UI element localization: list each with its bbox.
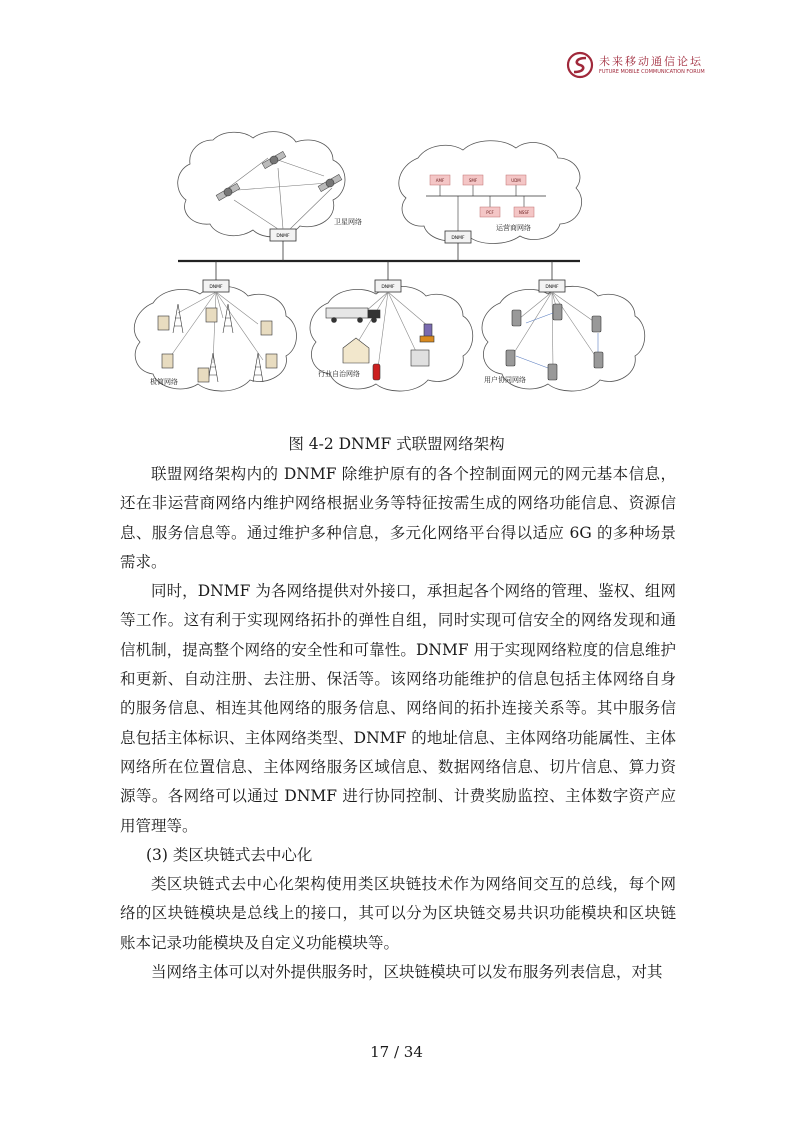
logo-english-text: FUTURE MOBILE COMMUNICATION FORUM <box>599 69 705 75</box>
dnmf-label-user: DNMF <box>545 285 559 290</box>
server-icon <box>266 354 277 368</box>
paragraph-1: 联盟网络架构内的 DNMF 除维护原有的各个控制面网元的网元基本信息，还在非运营商网络内维护网络根据业务等特征按需生成的网络功能信息、资源信息、服务信息等。通过维护多种信息，多元化网络平台得以适应 6G 的多种场景需求。 <box>120 465 676 571</box>
satellite-icon <box>216 183 241 202</box>
machine-icon <box>411 350 429 366</box>
access-network-devices <box>158 292 277 382</box>
server-icon <box>158 316 169 330</box>
body-text <box>120 460 676 987</box>
server-icon <box>206 308 217 322</box>
phone-icon <box>553 304 562 320</box>
forum-logo-icon <box>566 51 596 81</box>
operator-cloud <box>399 141 582 244</box>
server-icon <box>261 321 272 335</box>
user-network-devices <box>506 292 603 380</box>
phone-icon <box>594 352 603 368</box>
nf-amf-label: AMF <box>435 178 445 183</box>
dnmf-architecture-diagram <box>128 128 648 403</box>
satellite-cloud <box>178 132 345 237</box>
dnmf-label-industry: DNMF <box>381 285 395 290</box>
paragraph-3: 类区块链式去中心化架构使用类区块链技术作为网络间交互的总线，每个网络的区块链模块是总线上的接口，其可以分为区块链交易共识功能模块和区块链账本记录功能模块及自定义功能模块等。 <box>120 875 676 952</box>
dnmf-label-access: DNMF <box>209 285 223 290</box>
dnmf-label-operator: DNMF <box>451 236 465 241</box>
paragraph-2: 同时，DNMF 为各网络提供对外接口，承担起各个网络的管理、鉴权、组网等工作。这有利于实现网络拓扑的弹性自组，同时实现可信安全的网络发现和通信机制，提高整个网络的安全性和可靠性。DNMF 用于实现网络粒度的信息维护和更新、自动注册、去注册、保活等。该网络功能维护的信息包括主体网络自身的服务信息、相连其他网络的服务信息、网络间的拓扑连接关系等。其中服务信息包括主体标识、主体网络类型、DNMF 的地址信息、主体网络功能属性、主体网络所在位置信息、主体网络服务区域信息、数据网络信息、切片信息、算力资源等。各网络可以通过 DNMF 进行协同控制、计费奖励监控、主体数字资产应用管理等。 <box>120 582 676 835</box>
page-number: 17 / 34 <box>370 1043 423 1061</box>
satellite-icons <box>216 151 343 229</box>
tower-icon <box>173 304 183 333</box>
extinguisher-icon <box>373 364 380 380</box>
nf-udm-label: UDM <box>511 178 521 183</box>
operator-network-label: 运营商网络 <box>496 224 531 232</box>
phone-icon <box>506 350 515 366</box>
robot-icon <box>420 324 434 342</box>
industry-network-label: 行业自治网络 <box>318 370 360 378</box>
nf-nssf-label: NSSF <box>518 210 530 215</box>
nf-pcf-label: PCF <box>486 210 494 215</box>
phone-icon <box>548 364 557 380</box>
section-heading: (3) 类区块链式去中心化 <box>146 845 313 864</box>
industry-network-devices <box>326 292 434 380</box>
server-icon <box>162 354 173 368</box>
satellite-network-label: 卫星网络 <box>334 218 362 226</box>
server-icon <box>198 368 209 382</box>
tower-icon <box>223 304 233 333</box>
forum-logo <box>566 51 716 85</box>
logo-chinese-text: 未来移动通信论坛 <box>599 55 703 68</box>
nf-smf-label: SMF <box>468 178 478 183</box>
house-icon <box>343 338 369 363</box>
figure-caption: 图 4-2 DNMF 式联盟网络架构 <box>288 435 505 453</box>
access-network-label: 极简网络 <box>150 378 178 386</box>
dnmf-label-satellite: DNMF <box>276 234 290 239</box>
phone-icon <box>512 310 521 326</box>
user-network-label: 用户协同网络 <box>484 376 526 384</box>
paragraph-4: 当网络主体可以对外提供服务时，区块链模块可以发布服务列表信息，对其 <box>151 963 663 982</box>
phone-icon <box>592 316 601 332</box>
truck-icon <box>326 308 380 323</box>
